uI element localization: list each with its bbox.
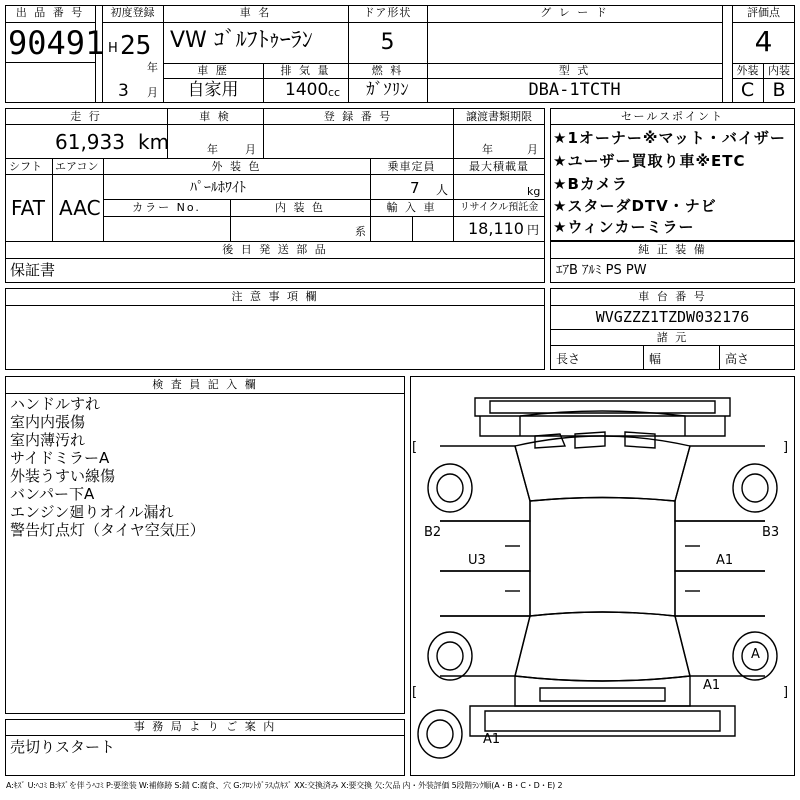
remark-1: ハンドルすれ [10,395,101,413]
recycle-deposit-label: リサイクル預託金 [459,202,539,213]
displacement-unit: cc [328,86,341,99]
length-label: 長さ [556,352,581,366]
remark-2: 室内内張傷 [10,413,86,431]
bracket-right-front: ] [783,440,789,455]
damage-mark-rear-wheel: A [751,647,760,662]
sales-point-4: ★スターダDTV・ナビ [553,197,717,215]
fuel-label: 燃 料 [371,64,404,77]
max-load-label: 最大積載量 [469,160,529,173]
damage-mark-left-side: B2 [424,525,442,540]
interior-grade: B [772,79,786,101]
registration-number-label: 登 録 番 号 [323,110,393,123]
exterior-grade: C [740,79,755,101]
sales-point-2: ★ユーザー買取り車※ETC [553,152,746,170]
lot-number-label: 出 品 番 号 [15,6,85,19]
bracket-left-front: [ [412,440,418,455]
inspection-year-unit: 年 [207,143,218,156]
exterior-color-label: 外 装 色 [211,160,262,173]
shift-label: シフト [9,160,42,173]
sales-points-label: セールスポイント [620,110,724,123]
specifications-label: 諸 元 [656,331,689,344]
interior-grade-label: 内装 [768,64,790,77]
sales-point-1: ★1オーナー※マット・バイザー [553,129,786,147]
inspection-label: 車 検 [199,110,231,123]
damage-mark-left-door: U3 [468,553,486,568]
car-name: VW ｺﾞﾙﾌﾄｩｰﾗﾝ [170,28,313,53]
model-code-label: 型 式 [558,64,591,77]
sales-point-5: ★ウィンカーミラー [553,218,695,236]
registration-month: 3 [118,81,129,101]
car-name-label: 車 名 [239,6,272,19]
month-unit: 月 [147,86,158,99]
capacity-value: 7 [410,179,420,197]
interior-color-label: 内 装 色 [275,201,325,214]
equipment-value: ｴｱB ｱﾙﾐ PS PW [556,263,647,278]
damage-mark-rear-right: A1 [703,678,721,693]
damage-mark-rear-bumper: A1 [483,732,501,747]
mileage-unit: km [138,130,170,154]
first-registration-label: 初度登録 [110,6,155,19]
interior-color-unit: 系 [355,225,366,238]
remark-8: 警告灯点灯（タイヤ空気圧） [10,521,205,539]
inspector-remarks-label: 検 査 員 記 入 欄 [152,378,258,391]
model-code: DBA-1TCTH [528,80,621,100]
remark-7: エンジン廻りオイル漏れ [10,503,174,521]
history-label: 車 歴 [197,64,229,77]
later-parts-label: 後 日 発 送 部 品 [222,243,328,256]
displacement-label: 排 気 量 [280,64,331,77]
lot-number: 90491 [8,24,105,62]
era: H [108,41,118,56]
shift-value: FAT [11,196,46,220]
exterior-color-value: ﾊﾟｰﾙﾎﾜｲﾄ [190,180,246,196]
color-number-label: カラー No. [132,201,201,214]
air-conditioner-value: AAC [59,196,101,220]
transfer-deadline-label: 譲渡書類期限 [466,110,532,123]
office-notice-label: 事 務 局 よ り ご 案 内 [133,720,277,733]
registration-year: 25 [120,31,152,61]
remark-6: バンパー下A [10,485,95,503]
overall-score: 4 [754,25,773,58]
sales-point-3: ★Bカメラ [553,175,628,193]
recycle-deposit-unit: 円 [527,223,540,237]
damage-mark-right-door: A1 [716,553,734,568]
transfer-month-unit: 月 [527,143,538,156]
year-unit: 年 [147,61,158,74]
fuel-value: ｶﾞｿﾘﾝ [366,80,409,100]
bracket-left-rear: [ [412,685,418,700]
displacement-value: 1400 [285,80,329,100]
equipment-label: 純 正 装 備 [638,243,707,256]
remark-4: サイドミラーA [10,449,110,467]
bracket-right-rear: ] [783,685,789,700]
car-damage-diagram [410,376,795,776]
office-notice-text: 売切りスタート [10,738,116,756]
height-label: 高さ [725,352,750,366]
mileage-value: 61,933 [55,130,125,154]
door-count: 5 [380,30,395,55]
chassis-number-label: 車 台 番 号 [638,290,707,303]
door-type-label: ドア形状 [363,6,412,19]
damage-legend: A:ｷｽﾞ U:ﾍｺﾐ B:ｷｽﾞを伴うﾍｺﾐ P:要塗装 W:補修跡 S:錆 C:腐食、穴 G:ﾌﾛﾝﾄｶﾞﾗｽ点ｷｽﾞ XX:交換済み X:要交換 欠:欠品 内・外装評価 5段階ﾗﾝｸ順(A・B・C・D・E) 2 [6,781,563,790]
damage-mark-right-side: B3 [762,525,780,540]
mileage-label: 走 行 [70,110,102,123]
capacity-label: 乗車定員 [387,160,436,173]
history-value: 自家用 [187,80,239,100]
later-parts-value: 保証書 [10,261,56,279]
grade-label: グ レ ー ド [540,6,609,19]
chassis-number: WVGZZZ1TZDW032176 [595,308,750,326]
air-conditioner-label: エアコン [55,160,99,173]
transfer-year-unit: 年 [482,143,493,156]
score-label: 評価点 [747,6,780,19]
remark-3: 室内薄汚れ [10,431,86,449]
import-car-label: 輸 入 車 [386,201,437,214]
capacity-unit: 人 [436,183,449,197]
inspection-month-unit: 月 [245,143,256,156]
notes-label: 注 意 事 項 欄 [231,290,319,303]
exterior-grade-label: 外装 [736,64,759,77]
width-label: 幅 [649,352,662,366]
recycle-deposit-value: 18,110 [468,219,524,238]
remark-5: 外装うすい線傷 [10,467,116,485]
max-load-unit: kg [527,185,541,198]
